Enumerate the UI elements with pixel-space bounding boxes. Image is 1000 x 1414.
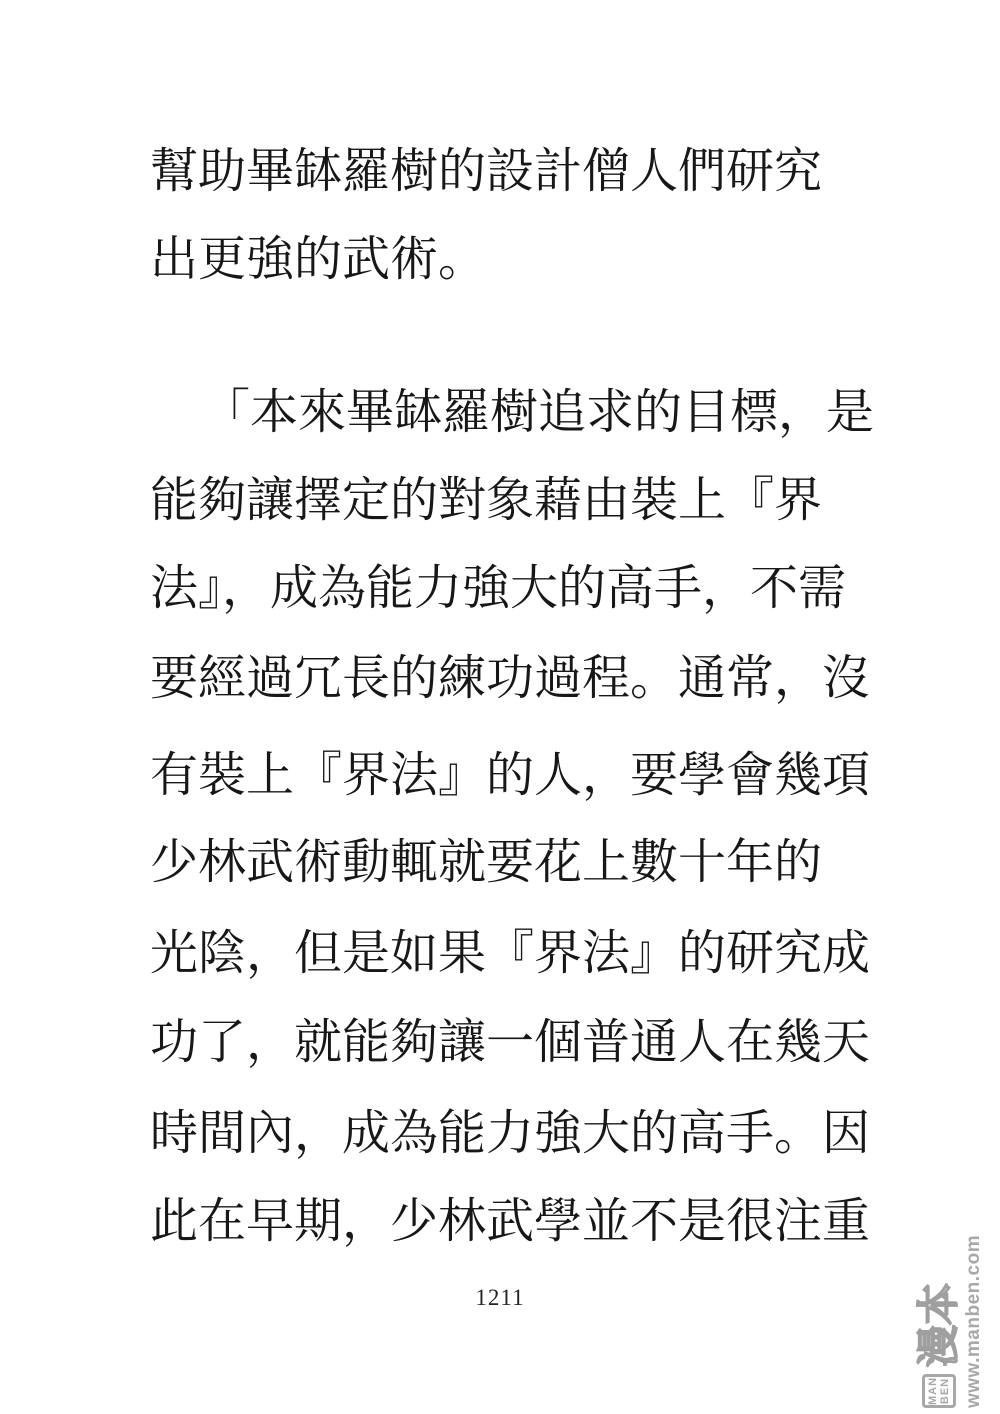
manben-logo (922, 1374, 956, 1408)
text-line-11: 時間內，成為能力強大的高手。因 (150, 1107, 871, 1160)
text-line-1: 幫助畢缽羅樹的設計僧人們研究 (150, 145, 823, 198)
manben-watermark (915, 1234, 997, 1408)
watermark-url: www.manben.com (963, 1234, 984, 1408)
text-line-5: 法』，成為能力強大的高手，不需 (150, 562, 847, 615)
text-line-4: 能夠讓擇定的對象藉由裝上『界 (150, 474, 823, 527)
logo-text-bottom: BEN (939, 1377, 951, 1405)
text-line-9: 光陰，但是如果『界法』的研究成 (150, 927, 871, 980)
text-line-12: 此在早期，少林武學並不是很注重 (150, 1195, 871, 1248)
text-line-8: 少林武術動輒就要花上數十年的 (150, 836, 823, 889)
text-line-10: 功了，就能夠讓一個普通人在幾天 (150, 1016, 871, 1069)
text-line-2: 出更強的武術。 (150, 233, 487, 286)
watermark-brand-row (917, 1248, 961, 1408)
text-line-7: 有裝上『界法』的人，要學會幾項 (150, 749, 871, 802)
watermark-brand-text: 漫本 (915, 1282, 962, 1367)
text-line-3: 「本來畢缽羅樹追求的目標，是 (202, 386, 875, 439)
page-number: 1211 (475, 1285, 525, 1310)
text-line-6: 要經過冗長的練功過程。通常，沒 (150, 652, 871, 705)
logo-text-top: MAN (927, 1376, 939, 1406)
